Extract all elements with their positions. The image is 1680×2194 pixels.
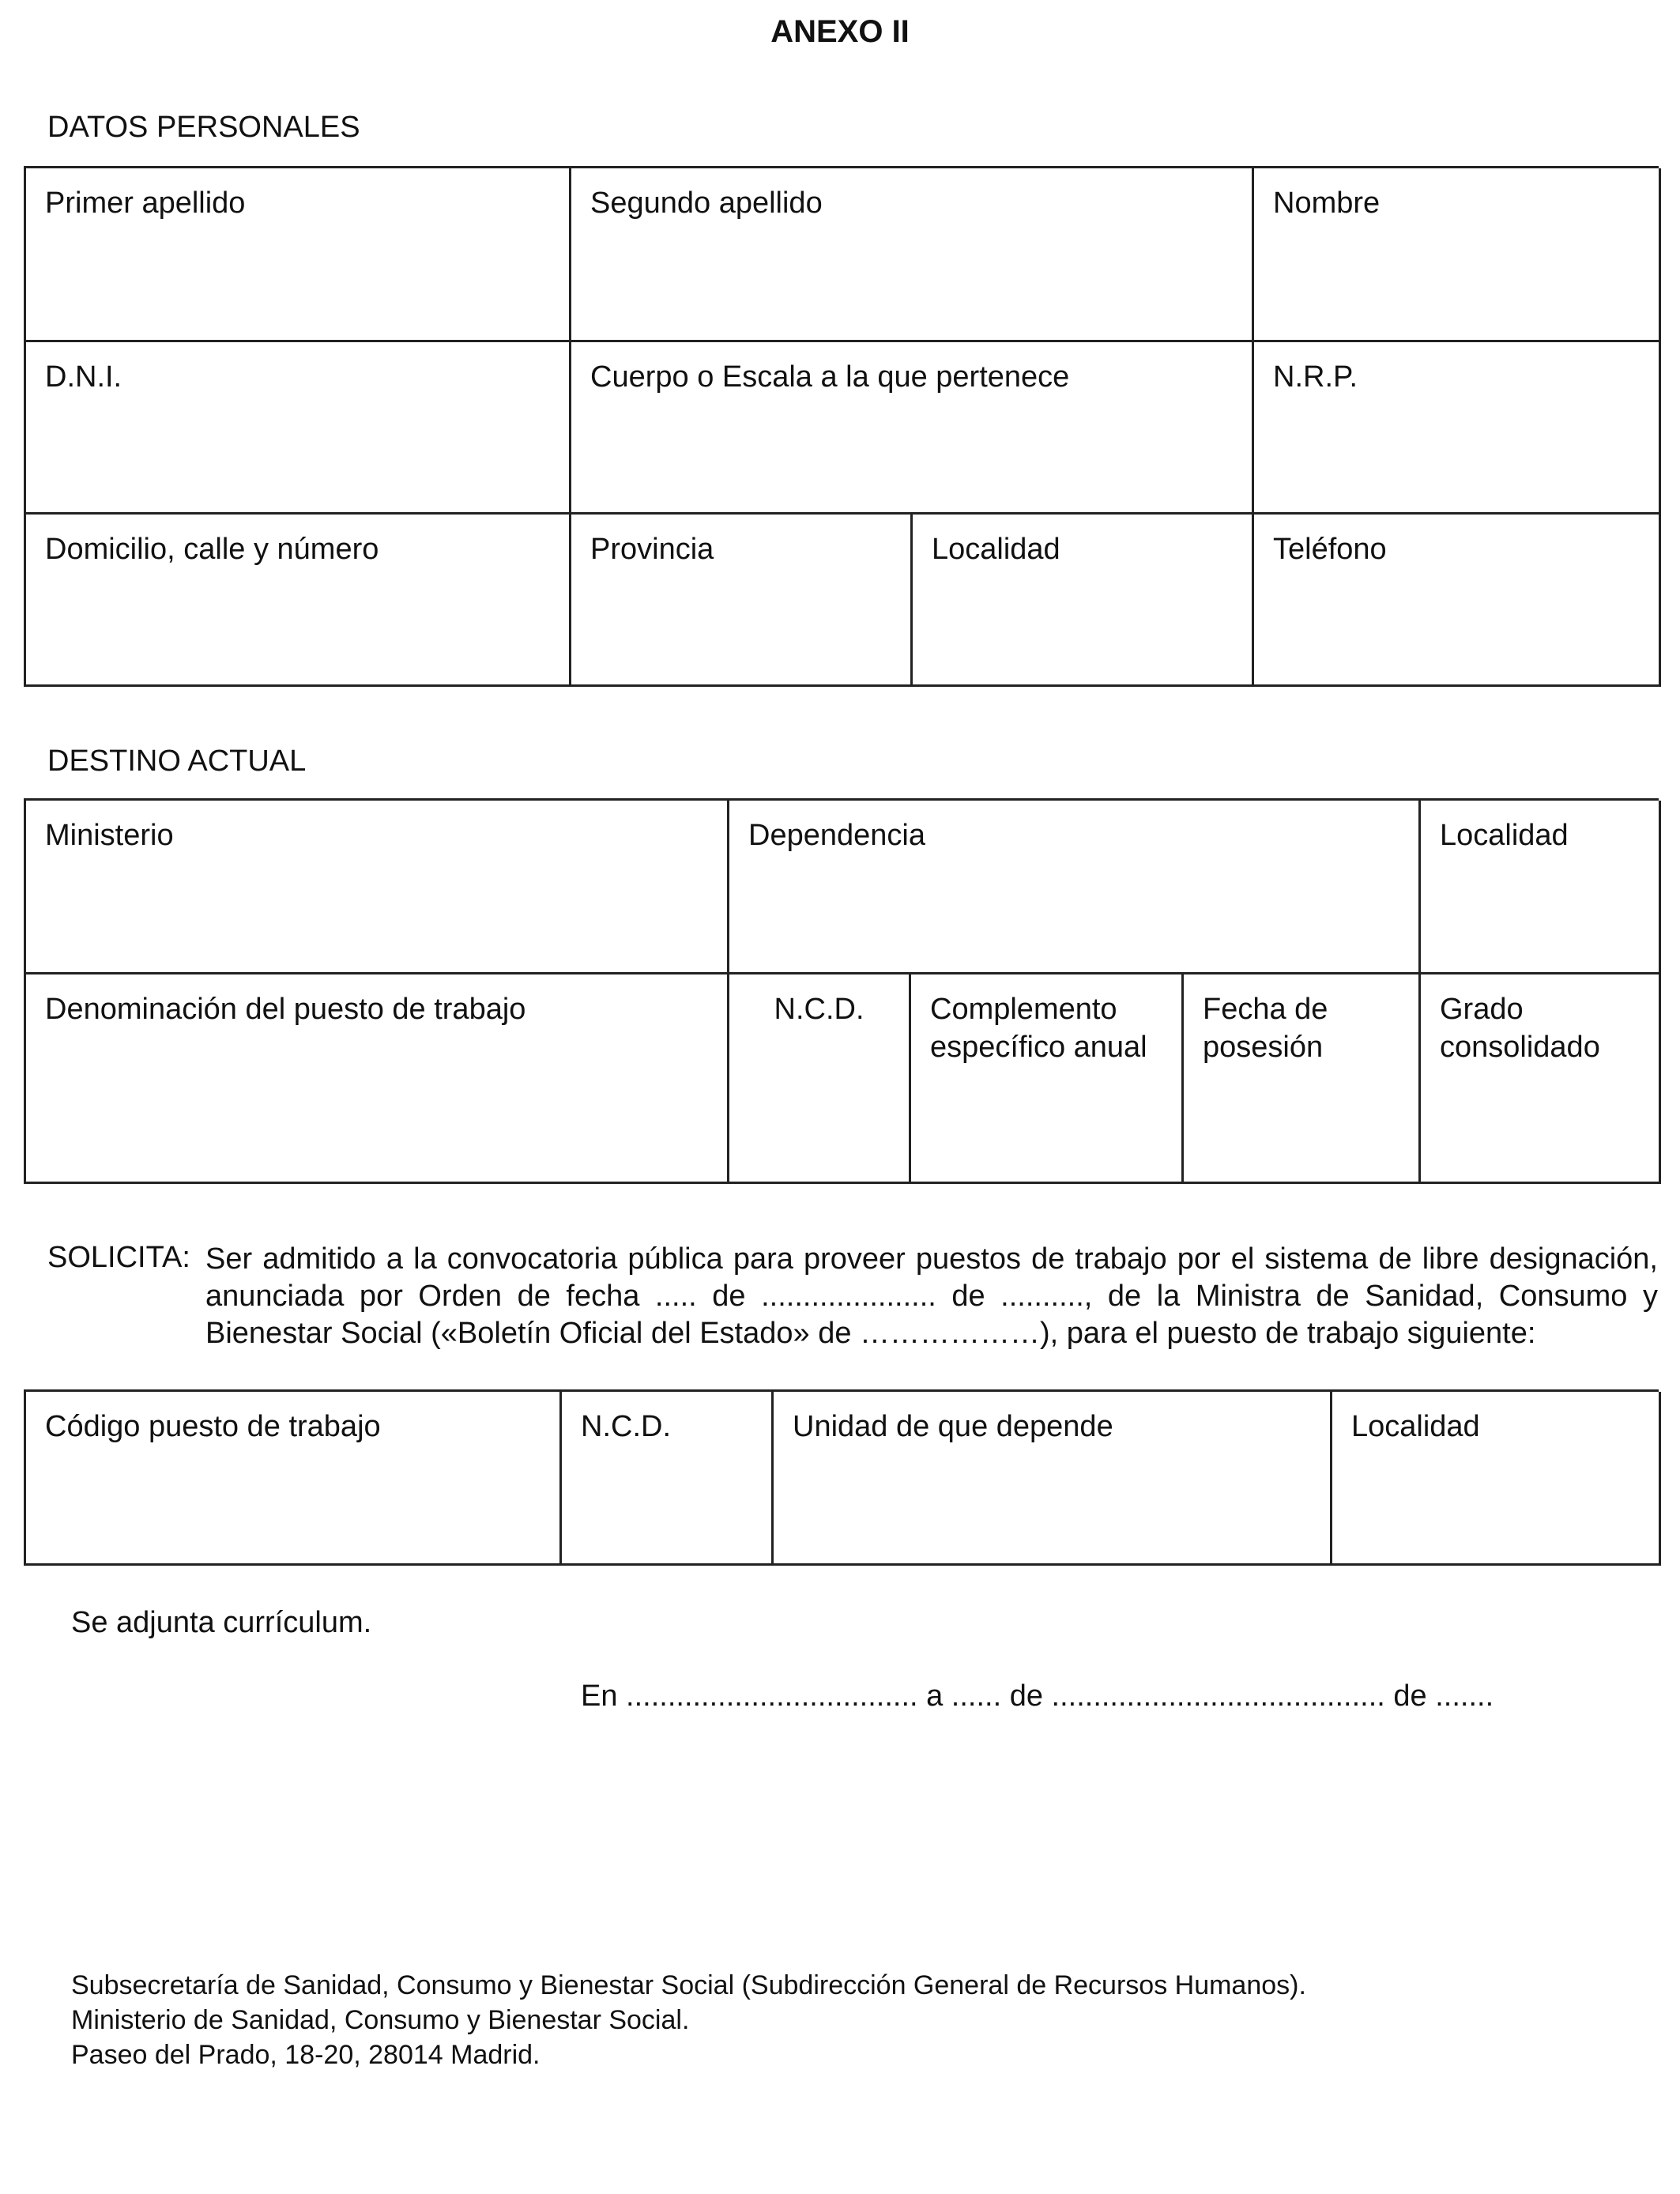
field-cuerpo-escala[interactable]: Cuerpo o Escala a la que pertenece [571,342,1254,515]
field-nombre[interactable]: Nombre [1254,168,1661,342]
field-nrp[interactable]: N.R.P. [1254,342,1661,515]
field-fecha-posesion[interactable]: Fecha de posesión [1184,974,1421,1184]
solicita-text: Ser admitido a la convocatoria pública para proveer puestos de trabajo por el sistema de libre designación, anunciada por Orden de fecha ..... de ..................... de .........., de la Ministra de Sanidad, Consumo y Bienestar Social («Boletín Oficial del Estado» de ………………), para el puesto de trabajo siguiente: [205,1242,1658,1350]
destino-actual-table [24,798,1659,1184]
section-heading-destino-actual: DESTINO ACTUAL [47,745,307,778]
field-dependencia[interactable]: Dependencia [729,801,1421,974]
lugar-fecha-line: En ................................... a ...... de ........................................ de ....... [581,1679,1494,1713]
field-dni[interactable]: D.N.I. [26,342,571,515]
field-localidad-personal[interactable]: Localidad [913,515,1254,687]
footer-line: Paseo del Prado, 18-20, 28014 Madrid. [71,2040,541,2070]
field-unidad-depende[interactable]: Unidad de que depende [774,1392,1332,1566]
section-heading-datos-personales: DATOS PERSONALES [47,111,360,144]
solicita-label: SOLICITA: [47,1241,190,1274]
field-provincia[interactable]: Provincia [571,515,913,687]
datos-personales-table [24,166,1659,687]
footer-address [71,1968,1306,2072]
adjunta-curriculum: Se adjunta currículum. [71,1606,372,1639]
field-complemento-especifico[interactable]: Complemento específico anual [911,974,1184,1184]
field-codigo-puesto[interactable]: Código puesto de trabajo [26,1392,562,1566]
field-localidad-destino[interactable]: Localidad [1421,801,1661,974]
puesto-solicitado-table [24,1389,1659,1566]
field-domicilio[interactable]: Domicilio, calle y número [26,515,571,687]
page-title: ANEXO II [770,14,910,49]
field-telefono[interactable]: Teléfono [1254,515,1661,687]
field-segundo-apellido[interactable]: Segundo apellido [571,168,1254,342]
field-primer-apellido[interactable]: Primer apellido [26,168,571,342]
field-ministerio[interactable]: Ministerio [26,801,729,974]
field-ncd-puesto[interactable]: N.C.D. [562,1392,774,1566]
field-grado-consolidado[interactable]: Grado consolidado [1421,974,1661,1184]
field-ncd-destino[interactable]: N.C.D. [729,974,911,1184]
footer-line: Ministerio de Sanidad, Consumo y Bienestar Social. [71,2005,690,2035]
footer-line: Subsecretaría de Sanidad, Consumo y Bienestar Social (Subdirección General de Recursos Humanos). [71,1970,1306,2000]
field-localidad-puesto[interactable]: Localidad [1332,1392,1661,1566]
field-denominacion-puesto[interactable]: Denominación del puesto de trabajo [26,974,729,1184]
